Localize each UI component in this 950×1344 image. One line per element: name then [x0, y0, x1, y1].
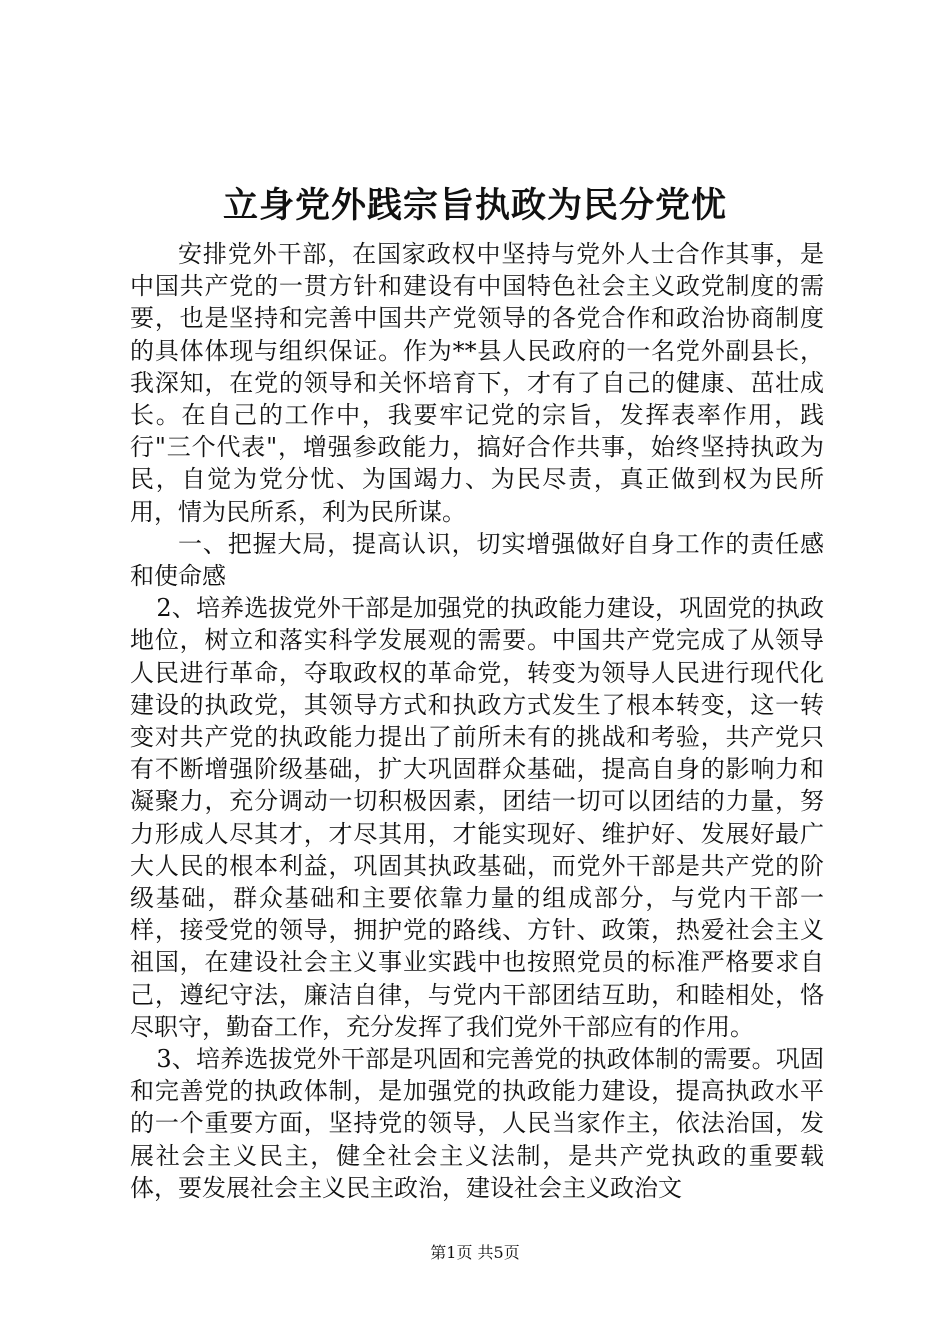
paragraph-intro: 安排党外干部，在国家政权中坚持与党外人士合作其事，是中国共产党的一贯方针和建设有中国特色社会主义政党制度的需要，也是坚持和完善中国共产党领导的各党合作和政治协商制度的具体体现与组织保证。作为**县人民政府的一名党外副县长，我深知，在党的领导和关怀培育下，才有了自己的健康、茁壮成长。在自己的工作中，我要牢记党的宗旨，发挥表率作用，践行"三个代表"，增强参政能力，搞好合作共事，始终坚持执政为民，自觉为党分忧、为国竭力、为民尽责，真正做到权为民所用，情为民所系，利为民所谋。: [130, 240, 824, 526]
document-body: [130, 238, 824, 1204]
document-title: 立身党外践宗旨执政为民分党忧: [222, 186, 727, 226]
paragraph-point-3: 3、培养选拔党外干部是巩固和完善党的执政体制的需要。巩固和完善党的执政体制，是加强党的执政能力建设，提高执政水平的一个重要方面，坚持党的领导，人民当家作主，依法治国，发展社会主义民主，健全社会主义法制，是共产党执政的重要载体，要发展社会主义民主政治，建设社会主义政治文: [130, 1045, 824, 1202]
paragraph-point-2: 2、培养选拔党外干部是加强党的执政能力建设，巩固党的执政地位，树立和落实科学发展观的需要。中国共产党完成了从领导人民进行革命，夺取政权的革命党，转变为领导人民进行现代化建设的执政党，其领导方式和执政方式发生了根本转变，这一转变对共产党的执政能力提出了前所未有的挑战和考验，共产党只有不断增强阶级基础，扩大巩固群众基础，提高自身的影响力和凝聚力，充分调动一切积极因素，团结一切可以团结的力量，努力形成人尽其才，才尽其用，才能实现好、维护好、发展好最广大人民的根本利益，巩固其执政基础，而党外干部是共产党的阶级基础，群众基础和主要依靠力量的组成部分，与党内干部一样，接受党的领导，拥护党的路线、方针、政策，热爱社会主义祖国，在建设社会主义事业实践中也按照党员的标准严格要求自己，遵纪守法，廉洁自律，与党内干部团结互助，和睦相处，恪尽职守，勤奋工作，充分发挥了我们党外干部应有的作用。: [130, 594, 824, 1041]
paragraph-section-heading: 一、把握大局，提高认识，切实增强做好自身工作的责任感和使命感: [130, 529, 824, 591]
page-footer: 第1页 共5页: [430, 1243, 520, 1262]
